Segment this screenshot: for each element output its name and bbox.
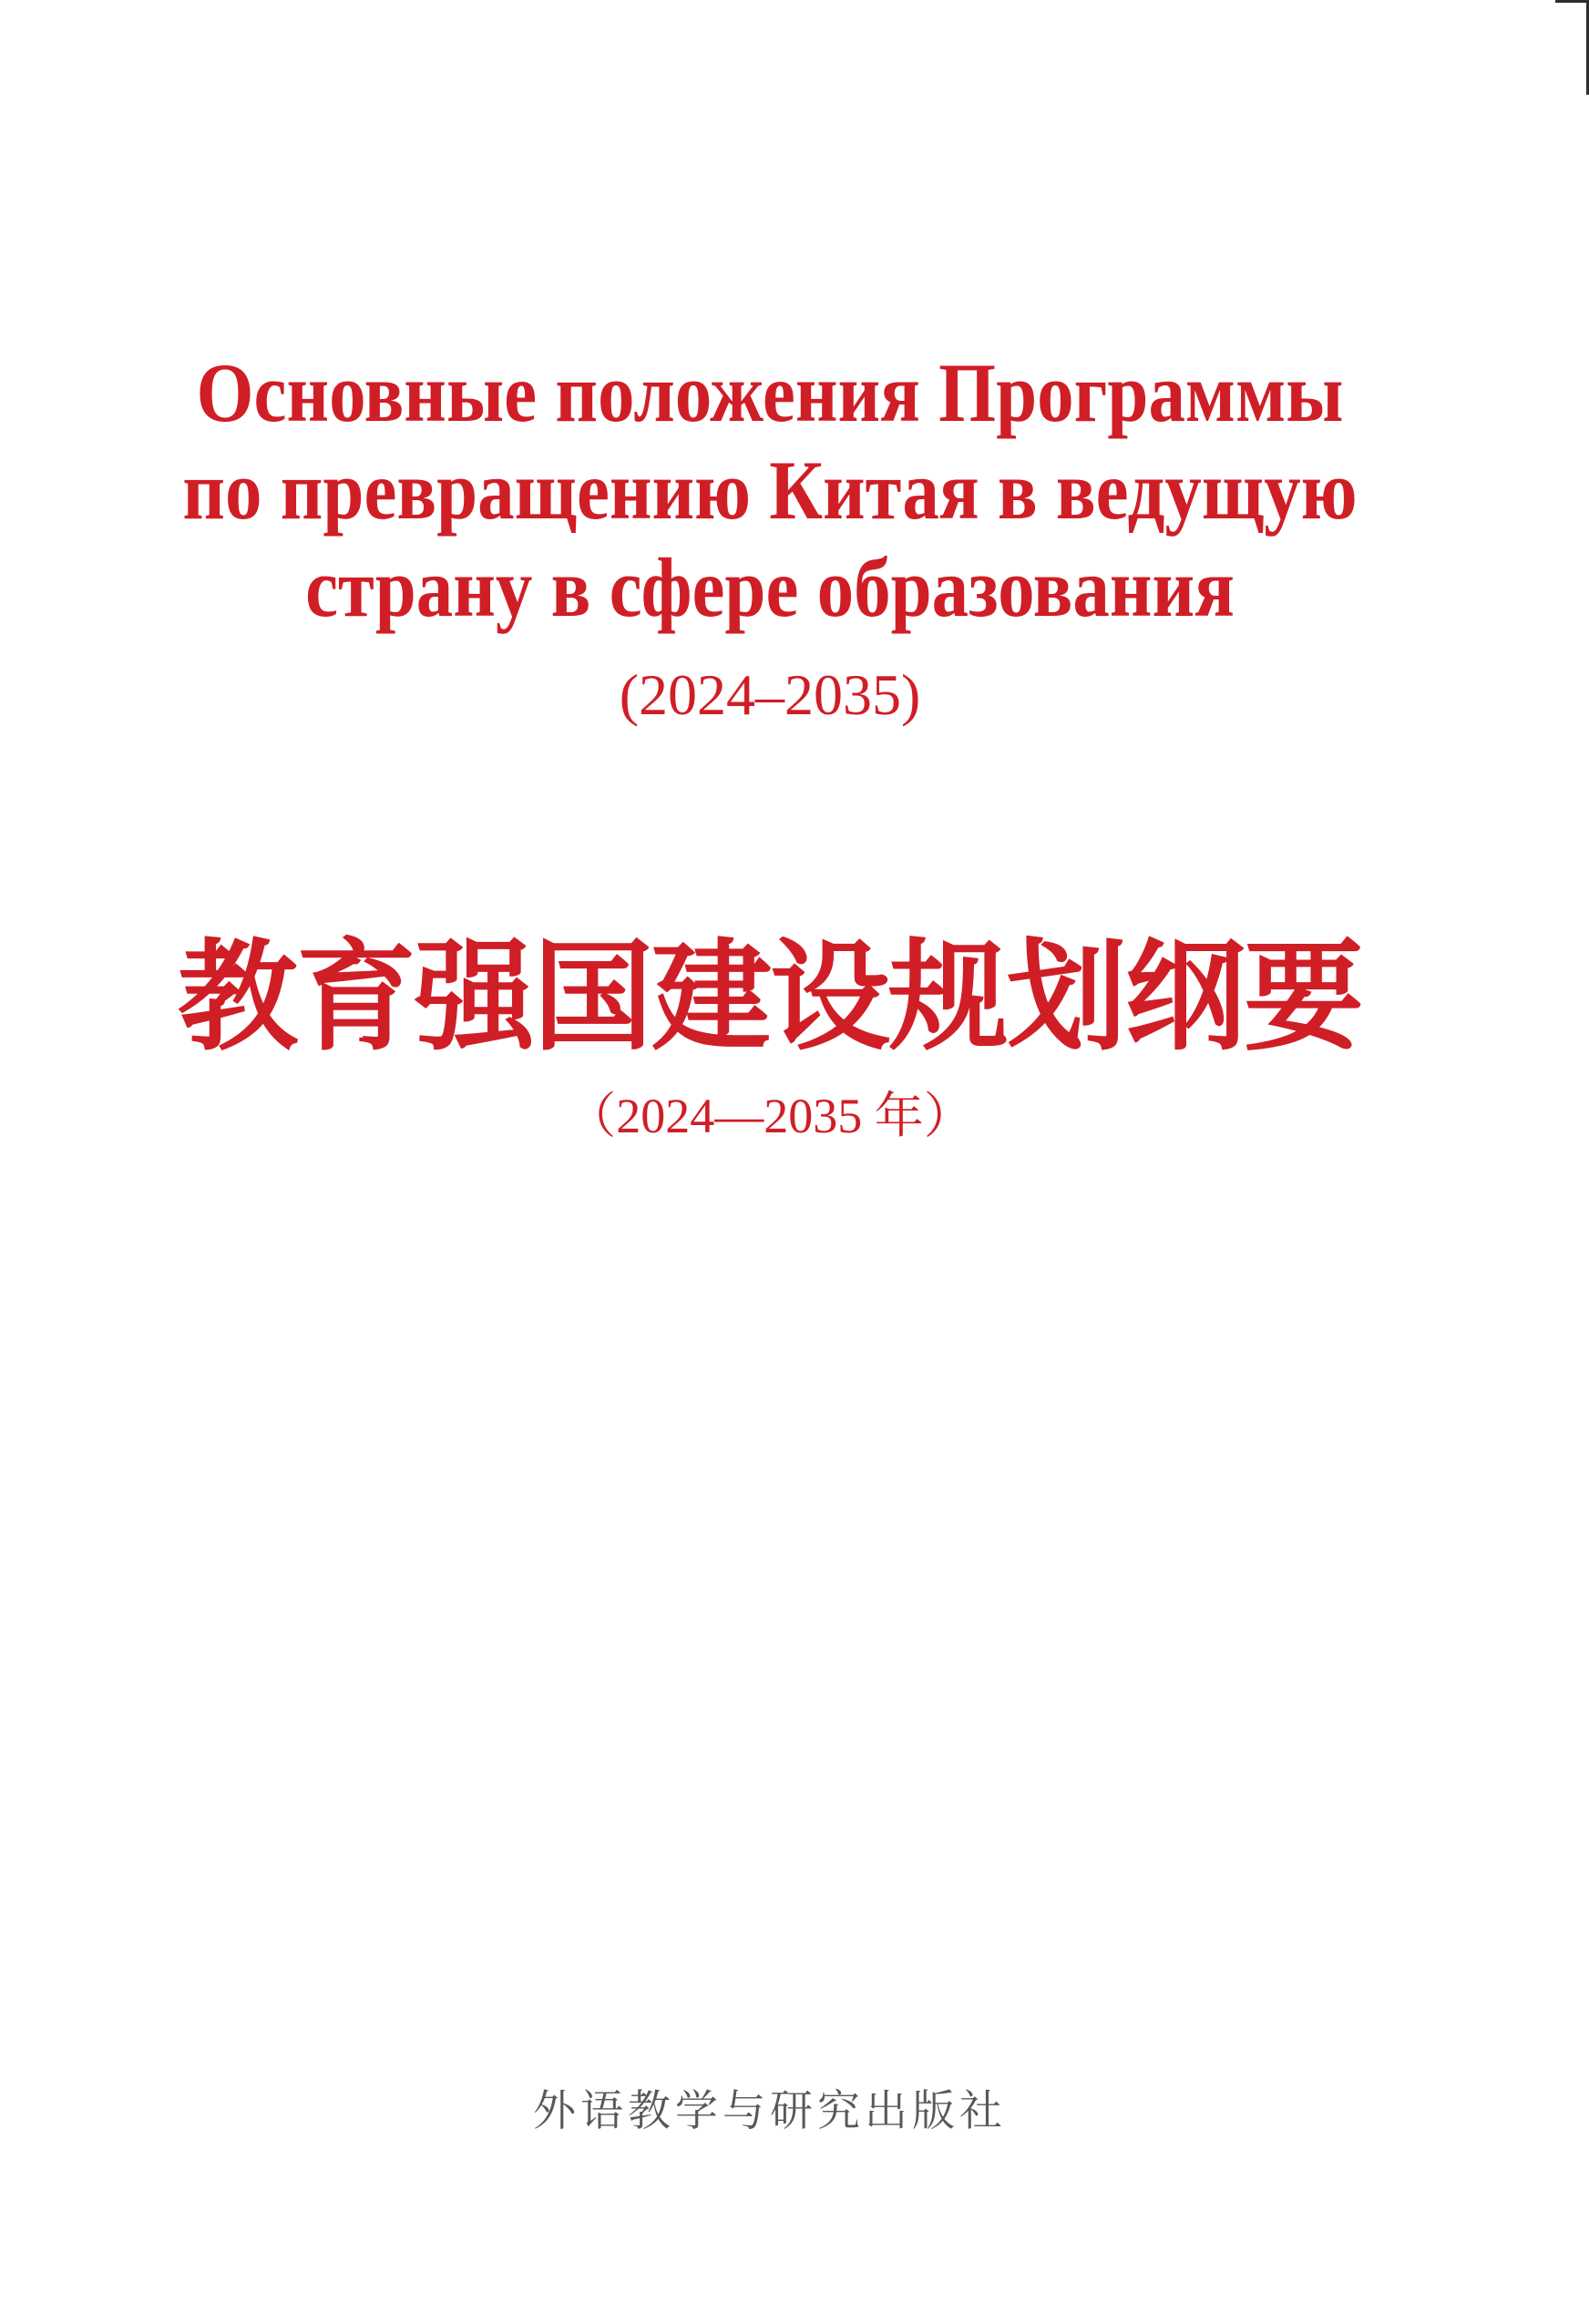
russian-title-line-1: Основные положения Программы [196, 346, 1344, 439]
scan-artifact-top-edge [1555, 0, 1589, 3]
russian-title-line-2: по превращению Китая в ведущую [182, 444, 1358, 537]
chinese-title: 教育强国建设规划纲要 [178, 931, 1362, 1065]
chinese-title-years: （2024—2035 年） [567, 1089, 973, 1143]
publisher-imprint: 外语教学与研究出版社 [533, 2086, 1007, 2135]
russian-title-years: (2024–2035) [619, 662, 921, 727]
russian-title [92, 344, 1447, 637]
russian-title-line-3: страну в сфере образования [305, 541, 1235, 634]
